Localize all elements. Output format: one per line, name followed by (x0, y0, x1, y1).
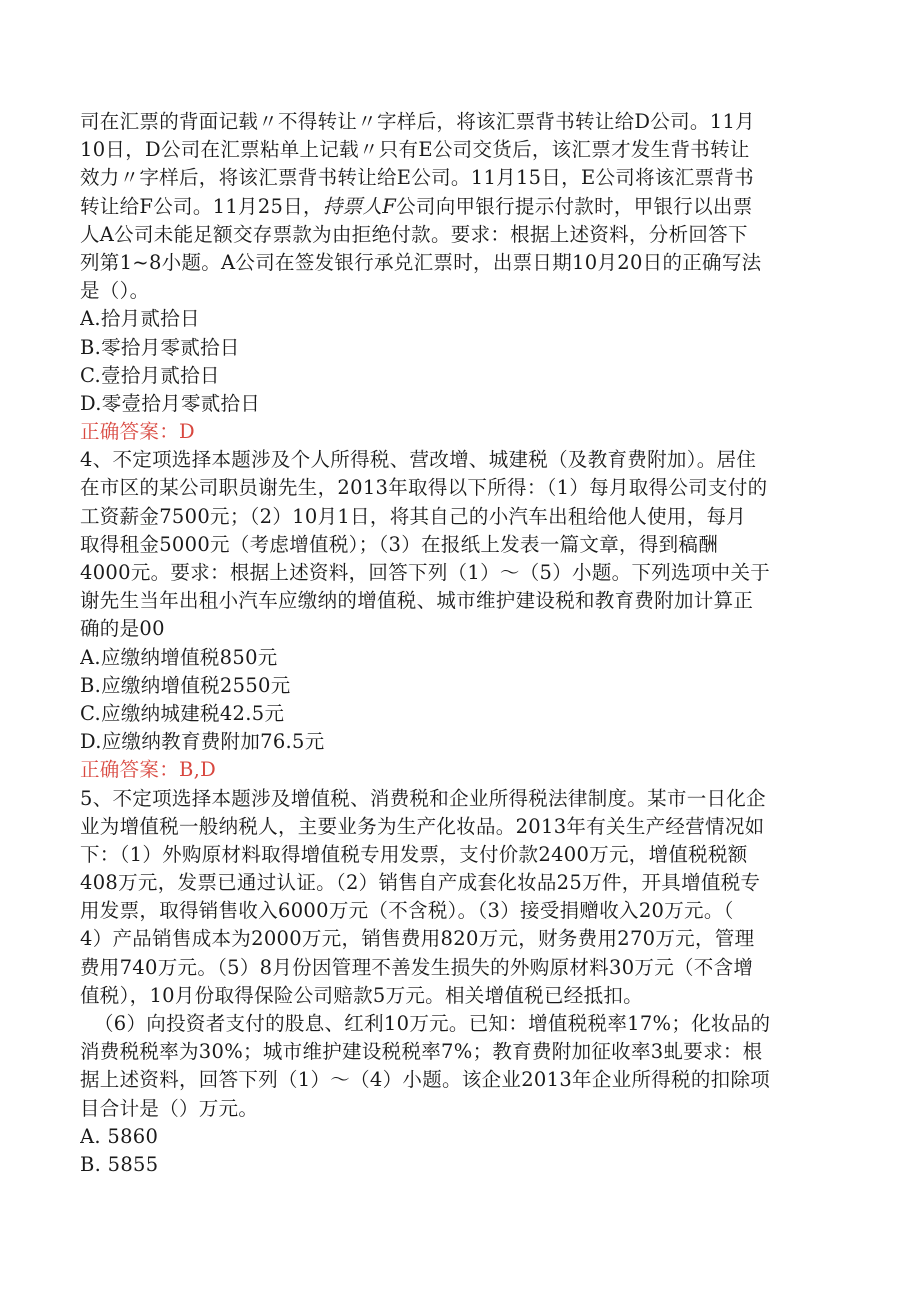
q5-stem-line: （6）向投资者支付的股息、红利10万元。已知：增值税税率17%；化妆品的 (94, 1012, 771, 1035)
q3-stem-line: 效力〃字样后，将该汇票背书转让给E公司。11月15日，E公司将该汇票背书 (80, 166, 754, 190)
q3-stem-line: 人A公司未能足额交存票款为由拒绝付款。要求：根据上述资料，分析回答下 (80, 222, 748, 246)
question-5 (80, 785, 840, 1180)
q5-option-a: A. 5860 (80, 1124, 159, 1148)
q5-stem-line: 用发票，取得销售收入6000万元（不含税）。（3）接受捐赠收入20万元。（ (80, 899, 734, 923)
q3-stem-italic-text: 持票人F (322, 194, 397, 218)
q5-stem-line: 5、不定项选择本题涉及增值税、消费税和企业所得税法律制度。某市一日化企 (80, 786, 766, 810)
q5-stem-line: 4）产品销售成本为2000万元，销售费用820万元，财务费用270万元，管理 (80, 927, 755, 951)
q5-stem-line: 据上述资料，回答下列（1）～（4）小题。该企业2013年企业所得税的扣除项 (80, 1068, 771, 1092)
q3-stem-line (80, 193, 840, 221)
q5-stem-line: 下：（1）外购原材料取得增值税专用发票，支付价款2400万元，增值税税额 (80, 842, 748, 866)
q5-stem-line: 值税），10月份取得保险公司赔款5万元。相关增值税已经抵扣。 (80, 983, 643, 1007)
q4-option-d: D.应缴纳教育费附加76.5元 (80, 730, 325, 754)
question-3 (80, 108, 840, 446)
q5-stem-line: 费用740万元。（5）8月份因管理不善发生损失的外购原材料30万元（不含增 (80, 955, 754, 979)
q4-stem-line: 在市区的某公司职员谢先生，2013年取得以下所得：（1）每月取得公司支付的 (80, 476, 768, 500)
q4-stem-line: 工资薪金7500元；（2）10月1日，将其自己的小汽车出租给他人使用，每月 (80, 504, 747, 528)
q4-option-b: B.应缴纳增值税2550元 (80, 673, 291, 697)
q3-option-d: D.零壹拾月零贰拾日 (80, 391, 261, 415)
q3-option-b: B.零拾月零贰拾日 (80, 335, 240, 359)
q3-stem-line: 是（）。 (80, 279, 150, 303)
q3-stem-line: 司在汇票的背面记载〃不得转让〃字样后，将该汇票背书转让给D公司。11月 (80, 110, 755, 133)
q4-option-c: C.应缴纳城建税42.5元 (80, 701, 285, 725)
q3-stem-text: 转让给F公司。11月25日， (80, 194, 323, 218)
q4-stem-line: 谢先生当年出租小汽车应缴纳的增值税、城市维护建设税和教育费附加计算正 (80, 589, 754, 613)
q4-stem-line: 确的是00 (80, 617, 165, 641)
q3-stem-line: 列第1~8小题。A公司在签发银行承兑汇票时，出票日期10月20日的正确写法 (80, 250, 762, 274)
q3-correct-answer: 正确答案：D (80, 420, 195, 444)
q4-stem-line: 4、不定项选择本题涉及个人所得税、营改增、城建税（及教育费附加）。居住 (80, 448, 757, 472)
q5-stem-line: 408万元，发票已通过认证。（2）销售自产成套化妆品25万件，开具增值税专 (80, 871, 761, 895)
q5-option-b: B. 5855 (80, 1152, 159, 1176)
q3-option-c: C.壹拾月贰拾日 (80, 363, 220, 387)
q3-stem-text: 公司向甲银行提示付款时，甲银行以出票 (396, 194, 753, 218)
q3-stem-line: 10日，D公司在汇票粘单上记载〃只有E公司交货后，该汇票才发生背书转让 (80, 138, 750, 162)
q4-correct-answer: 正确答案：B,D (80, 758, 217, 782)
q4-option-a: A.应缴纳增值税850元 (80, 645, 278, 669)
q4-stem-line: 取得租金5000元（考虑增值税）；（3）在报纸上发表一篇文章，得到稿酬 (80, 532, 719, 556)
q3-option-a: A.拾月贰拾日 (80, 307, 200, 331)
q5-stem-line: 目合计是（）万元。 (80, 1096, 259, 1120)
question-4 (80, 446, 840, 784)
q5-stem-line: 业为增值税一般纳税人，主要业务为生产化妆品。2013年有关生产经营情况如 (80, 814, 765, 838)
q4-stem-line: 4000元。要求：根据上述资料，回答下列（1）～（5）小题。下列选项中关于 (80, 561, 771, 584)
q5-stem-line: 消费税税率为30%；城市维护建设税税率7%；教育费附加征收率3虬要求：根 (80, 1040, 763, 1064)
